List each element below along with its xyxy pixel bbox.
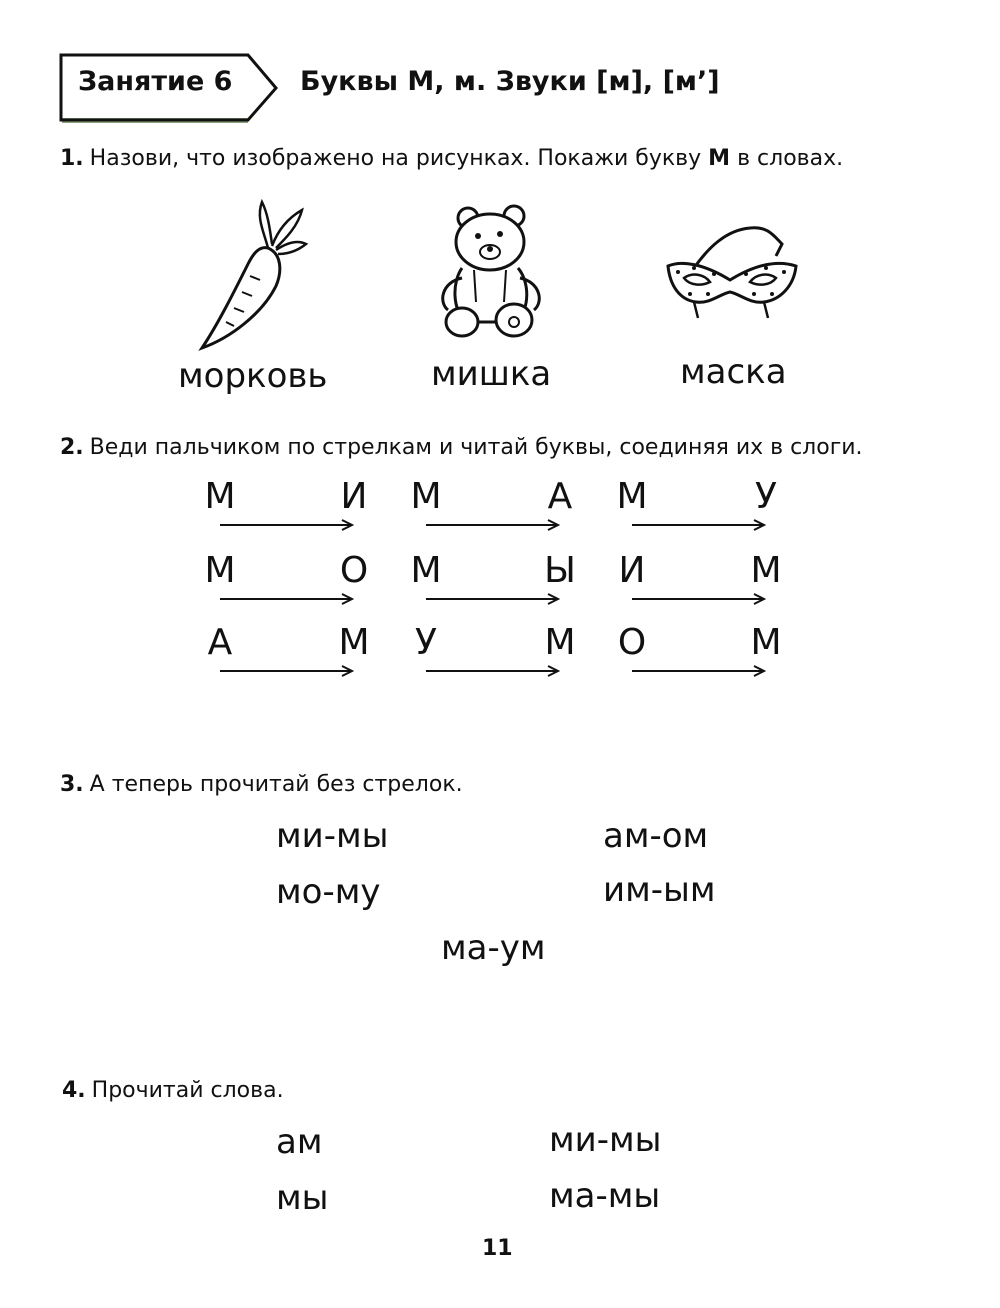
syllable-item: ми-мы — [276, 816, 389, 856]
grid-letter: Ы — [544, 550, 576, 591]
mask-icon — [664, 222, 800, 322]
arrow-icon — [218, 664, 356, 678]
task-4-number: 4. — [62, 1078, 86, 1103]
grid-letter: М — [410, 550, 442, 591]
grid-letter: М — [204, 550, 236, 591]
syllable-item: ам-ом — [603, 816, 709, 856]
task-3-text: А теперь прочитай без стрелок. — [89, 772, 463, 797]
grid-letter: М — [204, 476, 236, 517]
grid-letter: М — [750, 550, 782, 591]
syllable-item: мо-му — [276, 872, 381, 912]
grid-letter: М — [616, 476, 648, 517]
grid-letter: И — [618, 550, 646, 591]
grid-letter: О — [339, 550, 369, 591]
picture-word-mask: маска — [680, 352, 787, 392]
task-3-instruction — [60, 772, 463, 797]
word-item: мы — [276, 1178, 329, 1218]
arrow-icon — [630, 518, 768, 532]
task-1-instruction — [60, 146, 843, 171]
task-2-number: 2. — [60, 435, 84, 460]
picture-word-bear: мишка — [431, 354, 552, 394]
grid-letter: У — [755, 476, 777, 517]
word-item: ми-мы — [549, 1120, 662, 1160]
task-3-number: 3. — [60, 772, 84, 797]
picture-word-carrot: морковь — [178, 356, 328, 396]
task-2-text: Веди пальчиком по стрелкам и читай буквы, соединяя их в слоги. — [89, 435, 863, 460]
arrow-icon — [218, 518, 356, 532]
carrot-icon — [190, 196, 310, 356]
arrow-icon — [630, 664, 768, 678]
grid-letter: М — [410, 476, 442, 517]
arrow-icon — [218, 592, 356, 606]
task-1-text-end: в словах. — [730, 146, 844, 171]
syllable-item: ма-ум — [441, 928, 546, 968]
word-item: ма-мы — [549, 1176, 661, 1216]
grid-letter: М — [544, 622, 576, 663]
syllable-item: им-ым — [603, 870, 716, 910]
grid-letter: А — [547, 476, 573, 517]
grid-letter: О — [617, 622, 647, 663]
task-1-number: 1. — [60, 146, 84, 171]
arrow-icon — [424, 664, 562, 678]
task-4-text: Прочитай слова. — [91, 1078, 284, 1103]
page-number: 11 — [482, 1236, 513, 1261]
lesson-label: Занятие 6 — [78, 66, 233, 97]
teddy-bear-icon — [432, 202, 548, 342]
task-1-highlight-letter: М — [708, 146, 731, 171]
task-2-instruction — [60, 435, 863, 460]
page-title: Буквы М, м. Звуки [м], [м’] — [300, 66, 720, 97]
arrow-icon — [630, 592, 768, 606]
task-1-text: Назови, что изображено на рисунках. Покажи букву — [89, 146, 709, 171]
task-4-instruction — [62, 1078, 284, 1103]
grid-letter: И — [340, 476, 368, 517]
grid-letter: У — [415, 622, 437, 663]
arrow-icon — [424, 518, 562, 532]
word-item: ам — [276, 1122, 323, 1162]
arrow-icon — [424, 592, 562, 606]
grid-letter: М — [750, 622, 782, 663]
grid-letter: М — [338, 622, 370, 663]
grid-letter: А — [207, 622, 233, 663]
